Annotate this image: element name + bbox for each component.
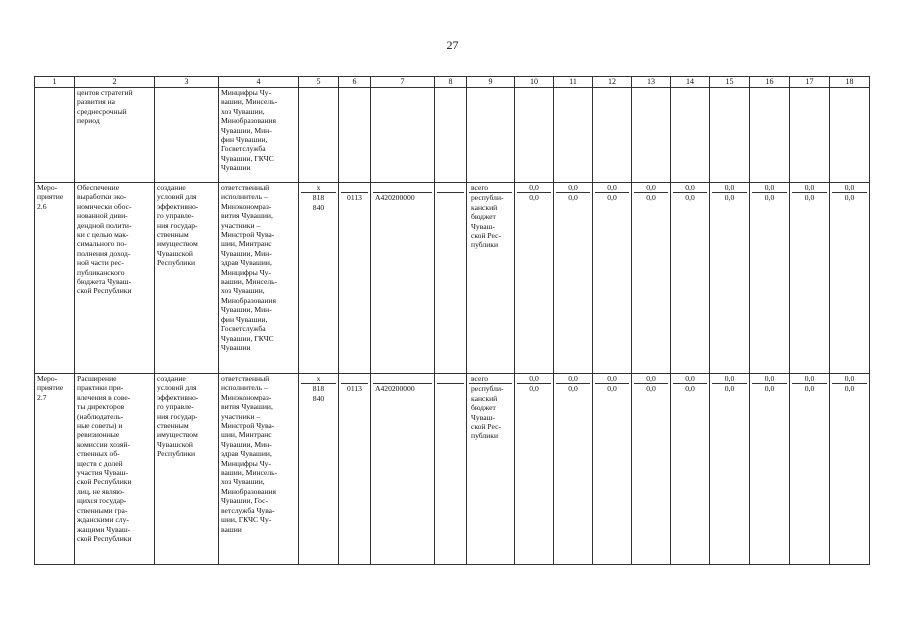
cell-value-top [556,88,590,97]
cell-value-top: 0,0 [673,374,707,384]
cell-value-top: 0,0 [712,183,747,193]
cell-value [593,183,632,374]
cell-c8-top [437,183,464,193]
cell-value [790,88,830,183]
column-header-2: 2 [75,77,155,88]
cell-value-top: 0,0 [712,374,747,384]
cell-c9-top: всего [469,374,512,384]
cell-c7-bottom: А420200000 [375,193,415,203]
cell-value-bottom: 0,0 [529,193,539,203]
cell-c6-bottom: 0113 [347,193,362,203]
cell-value-top: 0,0 [792,183,827,193]
column-header-4: 4 [219,77,299,88]
cell-value-top [752,88,787,97]
cell-value-bottom: 0,0 [724,384,735,394]
cell-value [750,183,790,374]
cell-c7-top [373,183,432,193]
cell-value-top [517,88,551,97]
cell-c9-bottom: республи- канский бюджет Чуваш- ской Рес- публики [471,193,504,250]
cell-c9-top: всего [469,183,512,193]
column-header-9: 9 [467,77,515,88]
column-header-8: 8 [435,77,467,88]
cell-value-top [712,88,747,97]
cell-value [710,88,750,183]
header-row [35,77,870,88]
cell-value-top: 0,0 [792,374,827,384]
cell-value-top: 0,0 [595,374,629,384]
column-header-16: 16 [750,77,790,88]
cell-value-top: 0,0 [634,183,668,193]
cell-c6-bottom: 0113 [347,384,362,394]
cell-value [671,374,710,565]
cell-c7-top [373,374,432,384]
column-header-18: 18 [830,77,870,88]
cell-value-top [634,88,668,97]
cell-c6-top [341,183,368,193]
column-header-5: 5 [299,77,339,88]
table-row [35,88,870,183]
cell-value-top [792,88,827,97]
cell-value-bottom: 0,0 [568,384,578,394]
cell-c9 [467,183,515,374]
cell-c6 [339,88,371,183]
column-header-12: 12 [593,77,632,88]
cell-value-bottom: 0,0 [646,193,656,203]
cell-value [515,374,554,565]
cell-value [632,88,671,183]
cell-c5 [299,183,339,374]
cell-c5-top: х [301,183,336,193]
cell-value-bottom: 0,0 [607,193,617,203]
cell-value-top: 0,0 [752,374,787,384]
cell-executors: ответственный исполнитель – Минэкономраз- вития Чувашии, участники – Минстрой Чува- шии, Минтранс Чувашии, Мин- здрав Чувашии, Минцифры Чу- вашии, Минсель- хоз Чувашии, Минобразования Чувашии, Мин- фин Чувашии, Госветслужба Чувашии, ГКЧС Чувашии [219,183,299,374]
cell-value-top: 0,0 [832,183,867,193]
cell-c6-top [341,374,368,384]
cell-goal: создание условий для эффективно- го управле- ния государ- ственным имуществом Чувашской Республики [155,183,219,374]
cell-value-bottom: 0,0 [568,193,578,203]
column-header-11: 11 [554,77,593,88]
cell-value-top: 0,0 [517,374,551,384]
cell-c8 [435,374,467,565]
table-row [35,374,870,565]
cell-value-top: 0,0 [517,183,551,193]
cell-activity-id: Меро- приятие 2.6 [35,183,75,374]
column-header-1: 1 [35,77,75,88]
cell-value-bottom: 0,0 [804,193,815,203]
cell-value [750,374,790,565]
cell-value [632,183,671,374]
cell-c7 [371,183,435,374]
cell-c5-top: х [301,374,336,384]
cell-value-top [595,88,629,97]
cell-activity-id: Меро- приятие 2.7 [35,374,75,565]
cell-c9 [467,88,515,183]
cell-c8-top [437,374,464,384]
cell-activity-name: Обеспечение выработки эко- номически обос- нованной диви- дендной полити- ки с целью мак- симального по- полнения доход- ной части рес- публиканского бюджета Чуваш- ской Республики [75,183,155,374]
cell-value [750,88,790,183]
cell-value-top [673,88,707,97]
column-header-6: 6 [339,77,371,88]
cell-value [790,183,830,374]
cell-value-top [832,88,867,97]
cell-value [515,88,554,183]
cell-c7 [371,374,435,565]
cell-value-top: 0,0 [832,374,867,384]
cell-value-bottom: 0,0 [804,384,815,394]
page-number: 27 [446,38,459,52]
column-header-15: 15 [710,77,750,88]
cell-c7 [371,88,435,183]
cell-c5 [299,374,339,565]
cell-value-bottom: 0,0 [529,384,539,394]
column-header-14: 14 [671,77,710,88]
cell-value-top: 0,0 [556,183,590,193]
cell-value-bottom: 0,0 [724,193,735,203]
cell-value [830,183,870,374]
cell-value [830,88,870,183]
cell-value [710,183,750,374]
cell-activity-name: центов стратегий развития на среднесрочный период [75,88,155,183]
cell-value [830,374,870,565]
cell-value [671,88,710,183]
cell-value [790,374,830,565]
cell-goal [155,88,219,183]
column-header-17: 17 [790,77,830,88]
cell-c6 [339,183,371,374]
cell-goal: создание условий для эффективно- го управле- ния государ- ственным имуществом Чувашской Республики [155,374,219,565]
cell-activity-name: Расширение практики при- влечения в сове- ты директоров (наблюдатель- ные советы) и ревизионные комиссии хозяй- ственных об- ществ с долей участия Чуваш- ской Республики лиц, не являю- щихся государ- ственными гра- жданскими слу- жащими Чуваш- ской Республики [75,374,155,565]
cell-value [593,88,632,183]
cell-value [710,374,750,565]
cell-c5-bottom: 818 840 [312,384,325,403]
cell-executors: Минцифры Чу- вашии, Минсель- хоз Чувашии, Минобразования Чувашии, Мин- фин Чувашии, Госветслужба Чувашии, ГКЧС Чувашии [219,88,299,183]
column-header-13: 13 [632,77,671,88]
cell-executors: ответственный исполнитель – Минэкономраз- вития Чувашии, участники – Минстрой Чува- шии, Минтранс Чувашии, Мин- здрав Чувашии, Минцифры Чу- вашии, Минсель- хоз Чувашии, Минобразования Чувашии, Гос- ветслужба Чува- шии, ГКЧС Чу- вашии [219,374,299,565]
cell-c5-bottom: 818 840 [312,193,325,212]
cell-value-top: 0,0 [673,183,707,193]
budget-table [34,76,870,565]
cell-c9-bottom: республи- канский бюджет Чуваш- ской Рес- публики [471,384,504,441]
cell-value-top: 0,0 [595,183,629,193]
cell-value [554,183,593,374]
column-header-7: 7 [371,77,435,88]
cell-value-bottom: 0,0 [764,193,775,203]
cell-value-bottom: 0,0 [844,193,855,203]
cell-c6 [339,374,371,565]
cell-value [554,374,593,565]
cell-value [632,374,671,565]
cell-value-bottom: 0,0 [685,384,695,394]
cell-c5 [299,88,339,183]
cell-activity-id [35,88,75,183]
cell-c7-bottom: А420200000 [375,384,415,394]
cell-c9 [467,374,515,565]
cell-value-top: 0,0 [752,183,787,193]
cell-value [554,88,593,183]
cell-value-bottom: 0,0 [844,384,855,394]
cell-value-top: 0,0 [634,374,668,384]
column-header-3: 3 [155,77,219,88]
column-header-10: 10 [515,77,554,88]
cell-c8 [435,88,467,183]
cell-value-top: 0,0 [556,374,590,384]
cell-value [671,183,710,374]
cell-value-bottom: 0,0 [607,384,617,394]
cell-c8 [435,183,467,374]
cell-value-bottom: 0,0 [685,193,695,203]
cell-value [593,374,632,565]
cell-value-bottom: 0,0 [764,384,775,394]
table-row [35,183,870,374]
cell-value-bottom: 0,0 [646,384,656,394]
cell-value [515,183,554,374]
